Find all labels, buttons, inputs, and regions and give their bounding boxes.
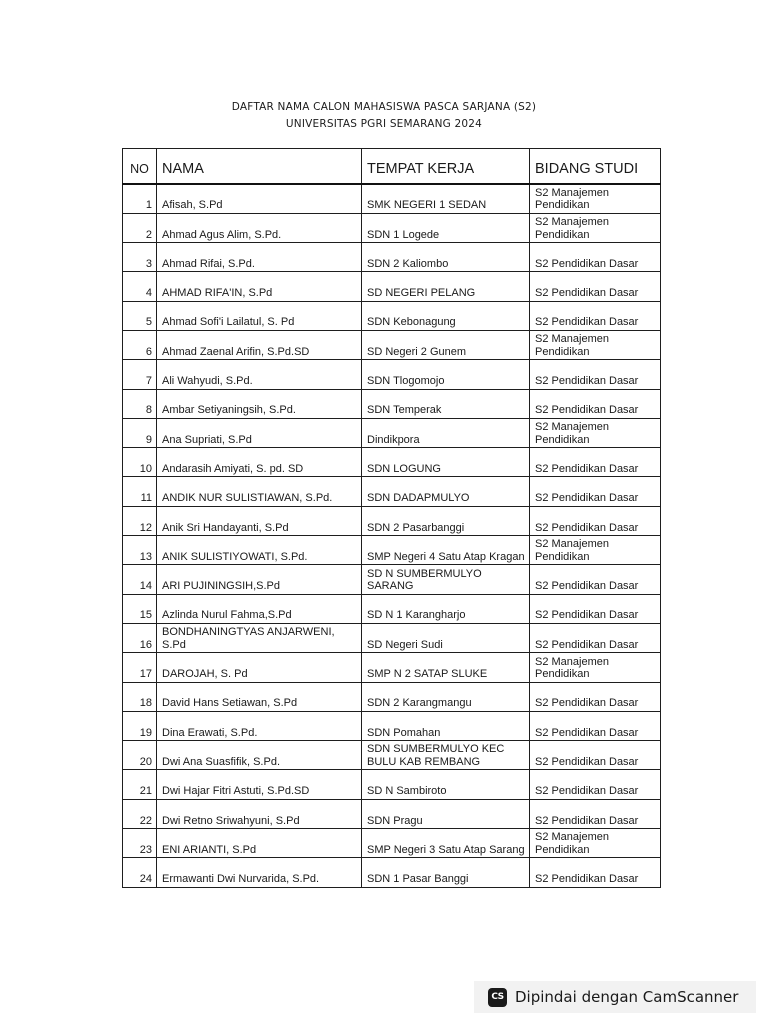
cell-tempat-kerja: SMP Negeri 4 Satu Atap Kragan: [362, 536, 530, 565]
cell-no: 24: [123, 858, 157, 887]
cell-tempat-kerja: SDN LOGUNG: [362, 448, 530, 477]
table-row: [123, 389, 661, 418]
cell-bidang-studi: S2 Manajemen Pendidikan: [530, 536, 661, 565]
cell-nama: Dina Erawati, S.Pd.: [157, 711, 362, 740]
cell-nama: ARI PUJININGSIH,S.Pd: [157, 565, 362, 594]
cell-bidang-studi: S2 Pendidikan Dasar: [530, 272, 661, 301]
header-bidang-studi: BIDANG STUDI: [530, 149, 661, 185]
cell-no: 8: [123, 389, 157, 418]
cell-tempat-kerja: SDN 1 Pasar Banggi: [362, 858, 530, 887]
cell-no: 4: [123, 272, 157, 301]
student-roster-table: [122, 148, 661, 888]
cell-tempat-kerja: SD N 1 Karangharjo: [362, 594, 530, 623]
cell-nama: Dwi Retno Sriwahyuni, S.Pd: [157, 799, 362, 828]
table-row: [123, 272, 661, 301]
cell-no: 5: [123, 301, 157, 330]
cell-no: 20: [123, 741, 157, 770]
cell-nama: ENI ARIANTI, S.Pd: [157, 829, 362, 858]
cell-tempat-kerja: SD N SUMBERMULYO SARANG: [362, 565, 530, 594]
cell-bidang-studi: S2 Manajemen Pendidikan: [530, 418, 661, 447]
cell-tempat-kerja: SD Negeri Sudi: [362, 623, 530, 652]
cell-tempat-kerja: SMK NEGERI 1 SEDAN: [362, 184, 530, 213]
cell-tempat-kerja: SDN 2 Pasarbanggi: [362, 506, 530, 535]
table-body: [123, 184, 661, 887]
cell-tempat-kerja: Dindikpora: [362, 418, 530, 447]
cell-no: 22: [123, 799, 157, 828]
cell-tempat-kerja: SMP Negeri 3 Satu Atap Sarang: [362, 829, 530, 858]
cell-nama: Ali Wahyudi, S.Pd.: [157, 360, 362, 389]
cell-bidang-studi: S2 Manajemen Pendidikan: [530, 330, 661, 359]
header-tempat-kerja: TEMPAT KERJA: [362, 149, 530, 185]
cell-no: 19: [123, 711, 157, 740]
cell-nama: Dwi Hajar Fitri Astuti, S.Pd.SD: [157, 770, 362, 799]
cell-no: 3: [123, 243, 157, 272]
cell-nama: Ermawanti Dwi Nurvarida, S.Pd.: [157, 858, 362, 887]
cell-tempat-kerja: SDN 2 Karangmangu: [362, 682, 530, 711]
cell-bidang-studi: S2 Pendidikan Dasar: [530, 594, 661, 623]
table-row: [123, 360, 661, 389]
cell-no: 23: [123, 829, 157, 858]
cell-bidang-studi: S2 Pendidikan Dasar: [530, 623, 661, 652]
table-row: [123, 506, 661, 535]
cell-bidang-studi: S2 Pendidikan Dasar: [530, 506, 661, 535]
cell-nama: ANDIK NUR SULISTIAWAN, S.Pd.: [157, 477, 362, 506]
cell-tempat-kerja: SDN Temperak: [362, 389, 530, 418]
cell-bidang-studi: S2 Pendidikan Dasar: [530, 477, 661, 506]
cell-nama: Andarasih Amiyati, S. pd. SD: [157, 448, 362, 477]
cell-no: 16: [123, 623, 157, 652]
table-row: [123, 623, 661, 652]
cell-nama: Anik Sri Handayanti, S.Pd: [157, 506, 362, 535]
cell-no: 13: [123, 536, 157, 565]
cell-nama: DAROJAH, S. Pd: [157, 653, 362, 682]
camscanner-logo-icon: CS: [488, 988, 507, 1007]
cell-bidang-studi: S2 Pendidikan Dasar: [530, 741, 661, 770]
table-row: [123, 858, 661, 887]
table-row: [123, 829, 661, 858]
camscanner-label: Dipindai dengan CamScanner: [515, 988, 739, 1006]
table-header: [123, 149, 661, 185]
table-row: [123, 770, 661, 799]
cell-nama: Ahmad Zaenal Arifin, S.Pd.SD: [157, 330, 362, 359]
cell-bidang-studi: S2 Pendidikan Dasar: [530, 243, 661, 272]
document-title: [0, 99, 768, 133]
cell-no: 21: [123, 770, 157, 799]
cell-bidang-studi: S2 Manajemen Pendidikan: [530, 829, 661, 858]
cell-nama: Ahmad Agus Alim, S.Pd.: [157, 213, 362, 242]
cell-tempat-kerja: SDN 2 Kaliombo: [362, 243, 530, 272]
table-row: [123, 711, 661, 740]
cell-no: 6: [123, 330, 157, 359]
cell-no: 18: [123, 682, 157, 711]
table-row: [123, 682, 661, 711]
table-row: [123, 799, 661, 828]
cell-nama: ANIK SULISTIYOWATI, S.Pd.: [157, 536, 362, 565]
cell-nama: Afisah, S.Pd: [157, 184, 362, 213]
cell-nama: BONDHANINGTYAS ANJARWENI, S.Pd: [157, 623, 362, 652]
cell-tempat-kerja: SDN 1 Logede: [362, 213, 530, 242]
camscanner-watermark: [474, 981, 756, 1013]
cell-bidang-studi: S2 Manajemen Pendidikan: [530, 213, 661, 242]
cell-no: 11: [123, 477, 157, 506]
cell-nama: David Hans Setiawan, S.Pd: [157, 682, 362, 711]
cell-tempat-kerja: SDN Pomahan: [362, 711, 530, 740]
title-line-1: DAFTAR NAMA CALON MAHASISWA PASCA SARJANA (S2): [231, 101, 537, 113]
cell-no: 12: [123, 506, 157, 535]
cell-nama: Dwi Ana Suasfifik, S.Pd.: [157, 741, 362, 770]
cell-nama: Ahmad Rifai, S.Pd.: [157, 243, 362, 272]
table-row: [123, 301, 661, 330]
table-row: [123, 653, 661, 682]
table-row: [123, 741, 661, 770]
table-row: [123, 477, 661, 506]
cell-tempat-kerja: SD NEGERI PELANG: [362, 272, 530, 301]
cell-tempat-kerja: SDN Pragu: [362, 799, 530, 828]
cell-bidang-studi: S2 Pendidikan Dasar: [530, 389, 661, 418]
cell-nama: Azlinda Nurul Fahma,S.Pd: [157, 594, 362, 623]
cell-bidang-studi: S2 Pendidikan Dasar: [530, 565, 661, 594]
cell-tempat-kerja: SDN Tlogomojo: [362, 360, 530, 389]
cell-bidang-studi: S2 Pendidikan Dasar: [530, 799, 661, 828]
cell-no: 7: [123, 360, 157, 389]
header-no: NO: [123, 149, 157, 185]
cell-bidang-studi: S2 Pendidikan Dasar: [530, 770, 661, 799]
cell-nama: Ambar Setiyaningsih, S.Pd.: [157, 389, 362, 418]
cell-bidang-studi: S2 Pendidikan Dasar: [530, 360, 661, 389]
cell-bidang-studi: S2 Manajemen Pendidikan: [530, 184, 661, 213]
cell-no: 1: [123, 184, 157, 213]
cell-tempat-kerja: SDN SUMBERMULYO KEC BULU KAB REMBANG: [362, 741, 530, 770]
table-row: [123, 213, 661, 242]
cell-tempat-kerja: SD Negeri 2 Gunem: [362, 330, 530, 359]
cell-tempat-kerja: SDN Kebonagung: [362, 301, 530, 330]
cell-bidang-studi: S2 Pendidikan Dasar: [530, 301, 661, 330]
table-row: [123, 565, 661, 594]
cell-tempat-kerja: SDN DADAPMULYO: [362, 477, 530, 506]
cell-bidang-studi: S2 Pendidikan Dasar: [530, 448, 661, 477]
table-row: [123, 418, 661, 447]
cell-tempat-kerja: SMP N 2 SATAP SLUKE: [362, 653, 530, 682]
title-line-2: UNIVERSITAS PGRI SEMARANG 2024: [285, 118, 483, 130]
table-row: [123, 594, 661, 623]
cell-tempat-kerja: SD N Sambiroto: [362, 770, 530, 799]
cell-bidang-studi: S2 Pendidikan Dasar: [530, 682, 661, 711]
table-row: [123, 330, 661, 359]
table-row: [123, 184, 661, 213]
header-nama: NAMA: [157, 149, 362, 185]
cell-bidang-studi: S2 Manajemen Pendidikan: [530, 653, 661, 682]
cell-no: 14: [123, 565, 157, 594]
table-row: [123, 536, 661, 565]
cell-nama: AHMAD RIFA'IN, S.Pd: [157, 272, 362, 301]
cell-no: 10: [123, 448, 157, 477]
table-row: [123, 448, 661, 477]
cell-no: 2: [123, 213, 157, 242]
cell-bidang-studi: S2 Pendidikan Dasar: [530, 858, 661, 887]
cell-bidang-studi: S2 Pendidikan Dasar: [530, 711, 661, 740]
cell-no: 15: [123, 594, 157, 623]
cell-nama: Ahmad Sofi'i Lailatul, S. Pd: [157, 301, 362, 330]
cell-no: 17: [123, 653, 157, 682]
table-row: [123, 243, 661, 272]
cell-no: 9: [123, 418, 157, 447]
cell-nama: Ana Supriati, S.Pd: [157, 418, 362, 447]
